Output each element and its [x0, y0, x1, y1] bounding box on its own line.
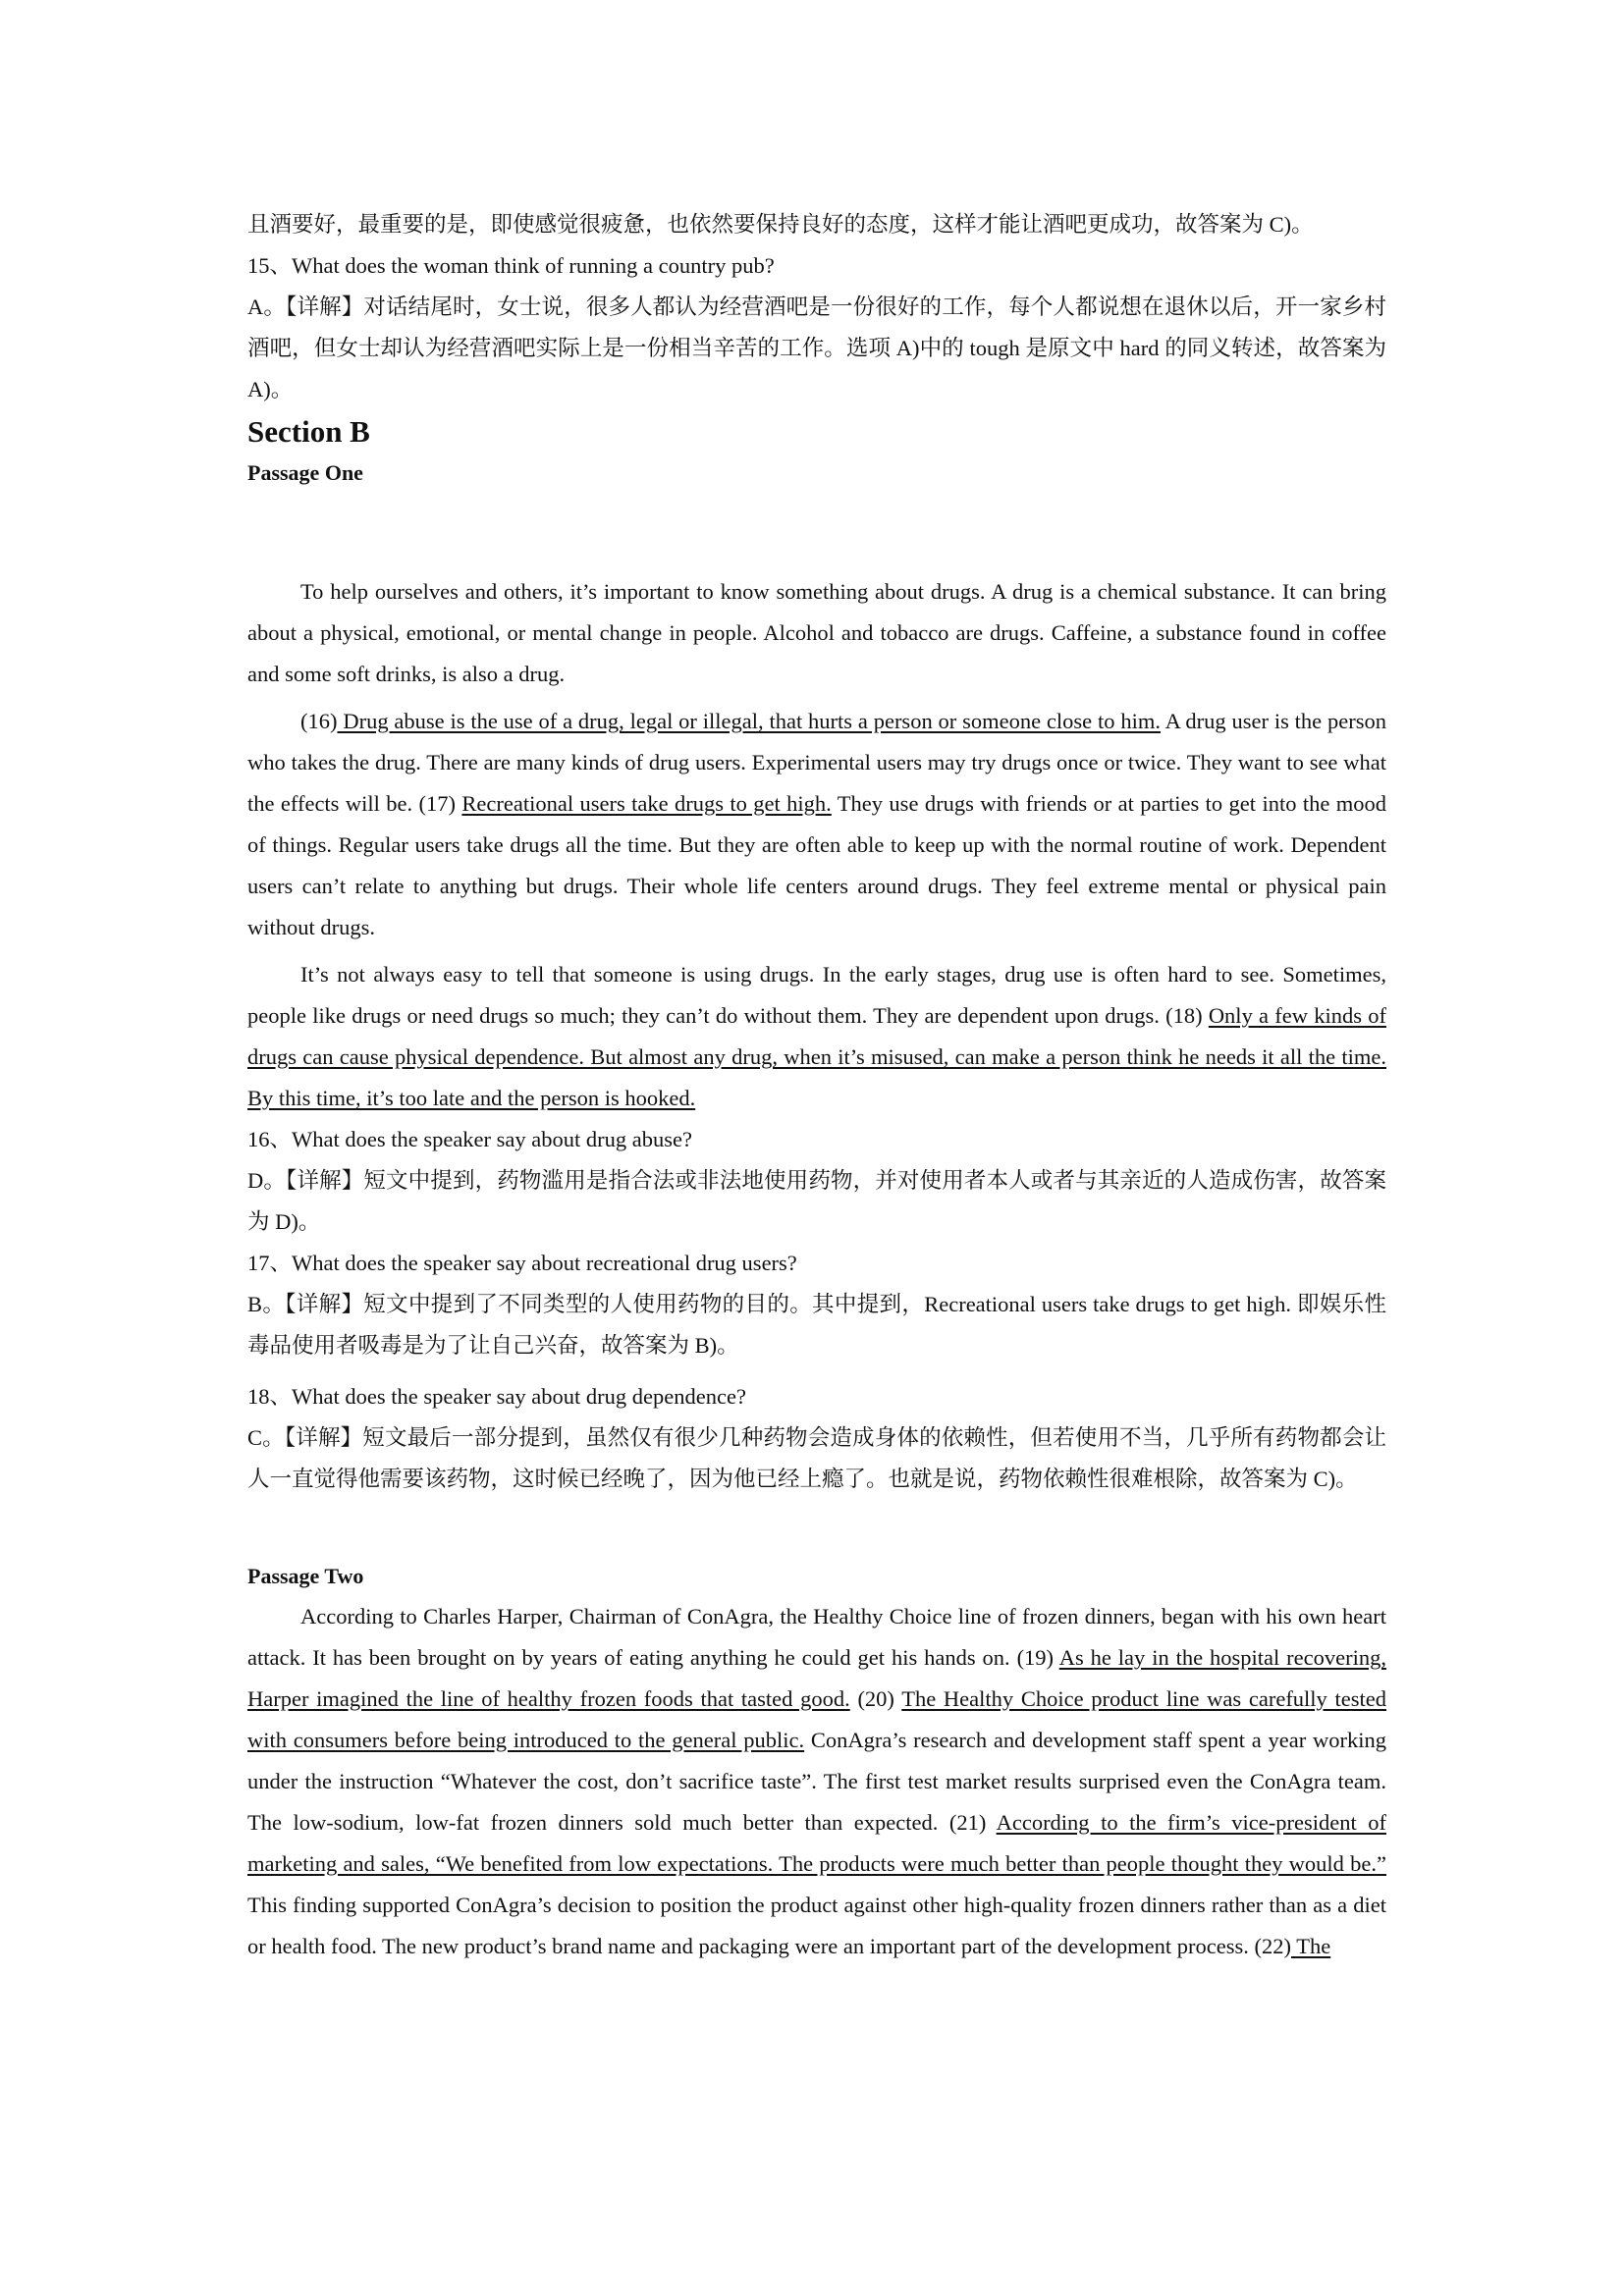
answer-key-21: According to the firm’s vice-president of marketing and sales, “We benefited from low expectations. The products were much better than people thought they would be.” [247, 1810, 1386, 1876]
answer-key-16: Drug abuse is the use of a drug, legal or illegal, that hurts a person or someone close to him. [337, 709, 1161, 733]
question-18: 18、What does the speaker say about drug dependence? [247, 1384, 746, 1409]
spacer [247, 1500, 1386, 1557]
text: According to Charles Harper, Chairman of ConAgra, the Healthy Choice line of frozen dinners, began with his own heart attack. It has been brought on by years of eating anything he could get his hands on. (19) [247, 1604, 1386, 1670]
text: ConAgra’s research and development staff spent a year working under the instruction “Whatever the cost, don’t sacrifice taste”. The first test market results surprised even the ConAgra team. The low-sodium, low-fat frozen dinners sold much better than expected. (21) [247, 1728, 1386, 1835]
text: They use drugs with friends or at parties to get into the mood of things. Regular users take drugs all the time. But they are often able to keep up with the normal routine of work. Dependent users can’t relate to anything but drugs. Their whole life centers around drugs. They feel extreme mental or physical pain without drugs. [247, 791, 1386, 939]
answer-key-17: Recreational users take drugs to get high. [461, 791, 832, 816]
answer-key-22: The [1290, 1934, 1331, 1958]
text: (20) [849, 1686, 902, 1711]
answer-key-19: As he lay in the hospital recovering, Harper imagined the line of healthy frozen foods that tasted good. [247, 1645, 1386, 1711]
spacer [247, 493, 1386, 571]
passage-two-title: Passage Two [247, 1564, 364, 1588]
question-16: 16、What does the speaker say about drug abuse? [247, 1127, 692, 1151]
question-15: 15、What does the woman think of running a country pub? [247, 253, 775, 278]
document-page [247, 204, 1386, 1967]
answer-17: B。【详解】短文中提到了不同类型的人使用药物的目的。其中提到，Recreational users take drugs to get high. 即娱乐性毒品使用者吸毒是为了让自己兴奋，故答案为 B)。 [247, 1292, 1386, 1358]
answer-key-18: Only a few kinds of drugs can cause physical dependence. But almost any drug, when it’s misused, can make a person think he needs it all the time. By this time, it’s too late and the person is hooked. [247, 1003, 1386, 1110]
text: A drug user is the person who takes the drug. There are many kinds of drug users. Experimental users may try drugs once or twice. They want to see what the effects will be. (17) [247, 709, 1386, 816]
text: This finding supported ConAgra’s decision to position the product against other high-quality frozen dinners rather than as a diet or health food. The new product’s brand name and packaging were an important part of the development process. (22) [247, 1893, 1386, 1958]
answer-15: A。【详解】对话结尾时，女士说，很多人都认为经营酒吧是一份很好的工作，每个人都说想在退休以后，开一家乡村酒吧，但女士却认为经营酒吧实际上是一份相当辛苦的工作。选项 A)中的 tough 是原文中 hard 的同义转述，故答案为 A)。 [247, 294, 1386, 401]
section-title: Section B [247, 414, 370, 449]
passage-one-paragraph-1: To help ourselves and others, it’s important to know something about drugs. A drug is a chemical substance. It can bring about a physical, emotional, or mental change in people. Alcohol and tobacco are drugs. Caffeine, a substance found in coffee and some soft drinks, is also a drug. [247, 579, 1386, 686]
answer-18: C。【详解】短文最后一部分提到，虽然仅有很少几种药物会造成身体的依赖性，但若使用不当，几乎所有药物都会让人一直觉得他需要该药物，这时候已经晚了，因为他已经上瘾了。也就是说，药物依赖性很难根除，故答案为 C)。 [247, 1425, 1386, 1491]
answer-16: D。【详解】短文中提到，药物滥用是指合法或非法地使用药物，并对使用者本人或者与其亲近的人造成伤害，故答案为 D)。 [247, 1168, 1386, 1234]
marker-16: (16) [300, 709, 338, 733]
passage-one-paragraph-3 [247, 954, 1386, 1119]
question-17: 17、What does the speaker say about recreational drug users? [247, 1251, 797, 1275]
passage-two-paragraph-1 [247, 1596, 1386, 1967]
answer-key-20: The Healthy Choice product line was carefully tested with consumers before being introduced to the general public. [247, 1686, 1386, 1752]
q14-explanation-continuation: 且酒要好，最重要的是，即使感觉很疲惫，也依然要保持良好的态度，这样才能让酒吧更成功，故答案为 C)。 [247, 212, 1314, 237]
passage-one-paragraph-2 [247, 701, 1386, 948]
text: It’s not always easy to tell that someone is using drugs. In the early stages, drug use is often hard to see. Sometimes, people like drugs or need drugs so much; they can’t do without them. They are dependent upon drugs. (18) [247, 962, 1386, 1028]
passage-one-title: Passage One [247, 460, 363, 485]
